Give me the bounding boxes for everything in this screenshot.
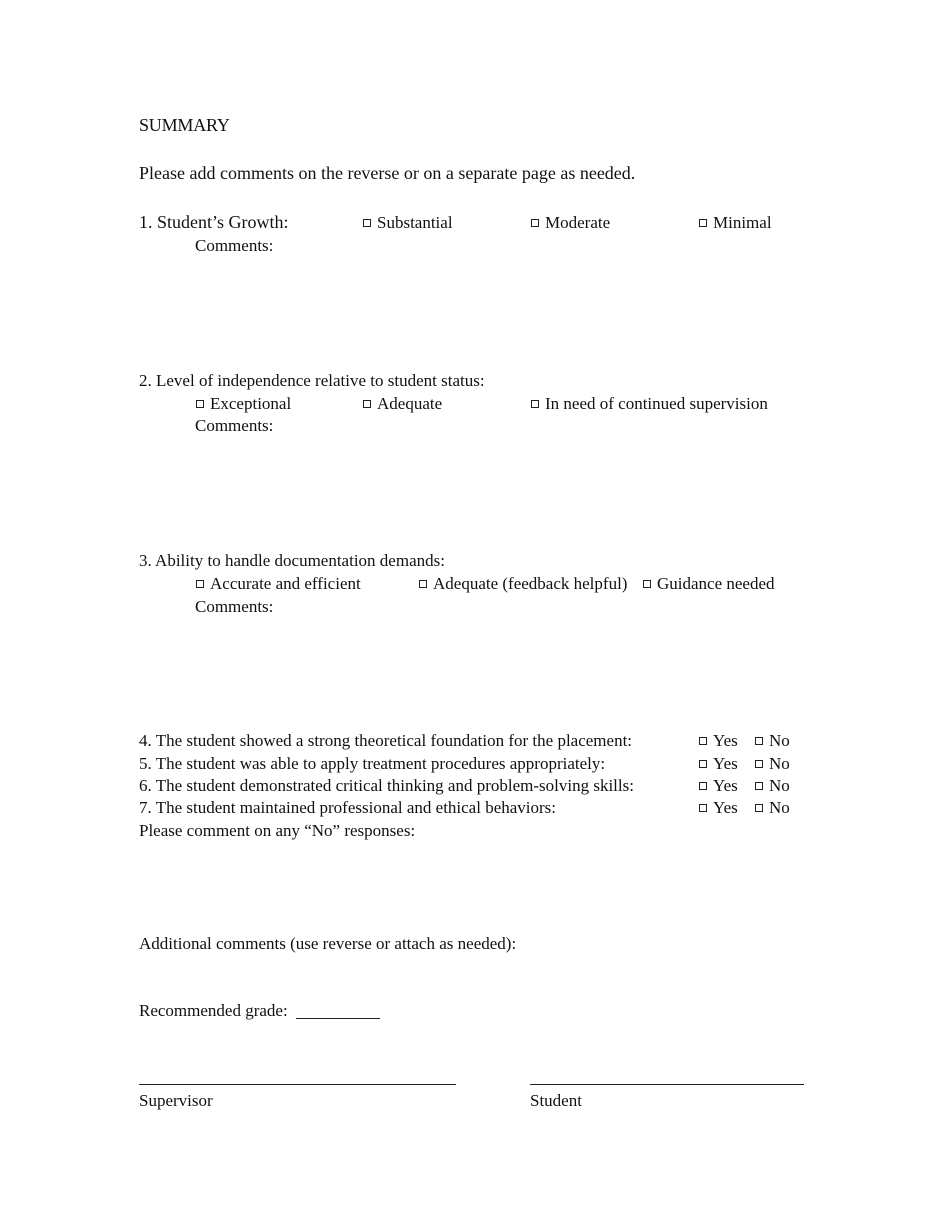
no-label: No bbox=[769, 776, 790, 795]
q7-no-option[interactable] bbox=[755, 799, 790, 816]
checkbox-icon bbox=[419, 580, 427, 588]
checkbox-icon bbox=[196, 580, 204, 588]
supervisor-signature-line[interactable] bbox=[139, 1084, 456, 1085]
student-signature-line[interactable] bbox=[530, 1084, 804, 1085]
supervisor-label: Supervisor bbox=[139, 1091, 213, 1110]
q7-yes-option[interactable] bbox=[699, 799, 738, 816]
q2-comments-label: Comments: bbox=[195, 416, 274, 435]
q1-option-substantial[interactable] bbox=[363, 214, 453, 231]
yes-label: Yes bbox=[713, 731, 738, 750]
q3-label: 3. Ability to handle documentation demands: bbox=[139, 551, 445, 570]
q3-comments-label: Comments: bbox=[195, 597, 274, 616]
checkbox-icon bbox=[755, 760, 763, 768]
checkbox-icon bbox=[196, 400, 204, 408]
q1-comments-label: Comments: bbox=[195, 236, 274, 255]
q3-option-accurate[interactable] bbox=[196, 575, 361, 592]
q3-option-adequate[interactable] bbox=[419, 575, 627, 592]
q5-no-option[interactable] bbox=[755, 755, 790, 772]
q1-option-label: Minimal bbox=[713, 213, 772, 232]
yes-no-question-7: 7. The student maintained professional and ethical behaviors: bbox=[139, 798, 557, 817]
checkbox-icon bbox=[755, 782, 763, 790]
q6-no-option[interactable] bbox=[755, 777, 790, 794]
checkbox-icon bbox=[531, 219, 539, 227]
q2-option-adequate[interactable] bbox=[363, 395, 442, 412]
q2-option-label: Adequate bbox=[377, 394, 443, 413]
checkbox-icon bbox=[699, 737, 707, 745]
checkbox-icon bbox=[363, 400, 371, 408]
q1-option-label: Moderate bbox=[545, 213, 611, 232]
q3-option-guidance[interactable] bbox=[643, 575, 775, 592]
q3-option-label: Guidance needed bbox=[657, 574, 775, 593]
yes-label: Yes bbox=[713, 776, 738, 795]
q4-yes-option[interactable] bbox=[699, 732, 738, 749]
q1-option-minimal[interactable] bbox=[699, 214, 772, 231]
q6-yes-option[interactable] bbox=[699, 777, 738, 794]
page-title: SUMMARY bbox=[139, 115, 230, 135]
checkbox-icon bbox=[531, 400, 539, 408]
q2-option-label: Exceptional bbox=[210, 394, 292, 413]
recommended-grade-label: Recommended grade: bbox=[139, 1001, 288, 1020]
q3-option-label: Accurate and efficient bbox=[210, 574, 361, 593]
q2-option-label: In need of continued supervision bbox=[545, 394, 768, 413]
yes-no-question-6: 6. The student demonstrated critical thinking and problem-solving skills: bbox=[139, 776, 634, 795]
yes-no-question-5: 5. The student was able to apply treatment procedures appropriately: bbox=[139, 754, 606, 773]
q1-label: 1. Student’s Growth: bbox=[139, 212, 289, 232]
checkbox-icon bbox=[699, 782, 707, 790]
checkbox-icon bbox=[755, 804, 763, 812]
intro-text: Please add comments on the reverse or on a separate page as needed. bbox=[139, 163, 636, 183]
yes-label: Yes bbox=[713, 798, 738, 817]
recommended-grade-field[interactable] bbox=[296, 1018, 380, 1019]
q2-label: 2. Level of independence relative to student status: bbox=[139, 371, 485, 390]
q4-no-option[interactable] bbox=[755, 732, 790, 749]
yes-no-question-4: 4. The student showed a strong theoretical foundation for the placement: bbox=[139, 731, 633, 750]
yes-label: Yes bbox=[713, 754, 738, 773]
q2-option-exceptional[interactable] bbox=[196, 395, 291, 412]
no-label: No bbox=[769, 798, 790, 817]
q3-option-label: Adequate (feedback helpful) bbox=[433, 574, 628, 593]
additional-comments-label: Additional comments (use reverse or attach as needed): bbox=[139, 934, 517, 953]
checkbox-icon bbox=[699, 804, 707, 812]
q5-yes-option[interactable] bbox=[699, 755, 738, 772]
no-label: No bbox=[769, 731, 790, 750]
checkbox-icon bbox=[699, 219, 707, 227]
checkbox-icon bbox=[699, 760, 707, 768]
checkbox-icon bbox=[363, 219, 371, 227]
q1-option-label: Substantial bbox=[377, 213, 453, 232]
q1-option-moderate[interactable] bbox=[531, 214, 610, 231]
student-label: Student bbox=[530, 1091, 582, 1110]
no-label: No bbox=[769, 754, 790, 773]
checkbox-icon bbox=[643, 580, 651, 588]
no-responses-comment-prompt: Please comment on any “No” responses: bbox=[139, 821, 416, 840]
q2-option-needs-supervision[interactable] bbox=[531, 395, 768, 412]
checkbox-icon bbox=[755, 737, 763, 745]
